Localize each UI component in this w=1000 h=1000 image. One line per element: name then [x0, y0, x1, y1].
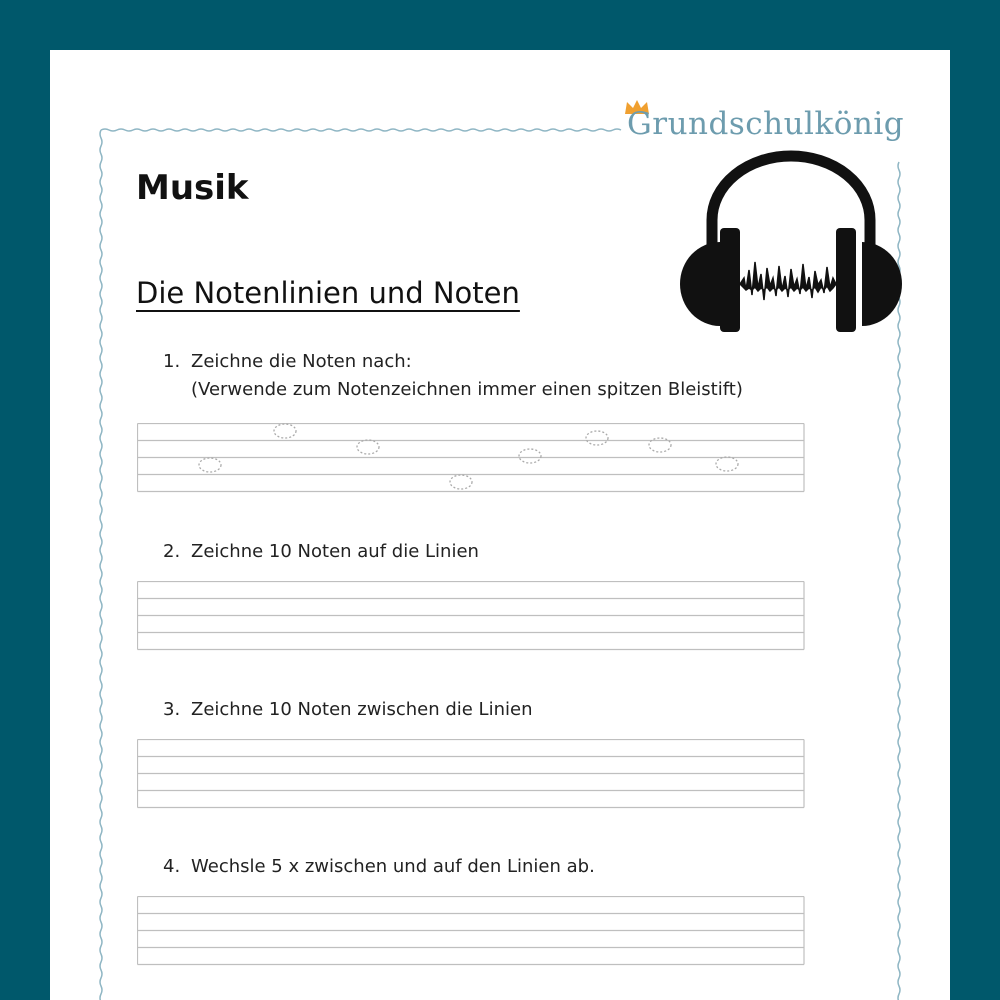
staff-4[interactable]: [137, 896, 805, 966]
staff-3[interactable]: [137, 739, 805, 809]
task-3: [163, 696, 532, 724]
task-number: 1.: [163, 351, 181, 372]
task-text: Wechsle 5 x zwischen und auf den Linien ab.: [191, 856, 595, 877]
staff-1: [137, 423, 805, 493]
tracing-note: [519, 449, 541, 463]
task-note: (Verwende zum Notenzeichnen immer einen spitzen Bleistift): [191, 379, 743, 400]
task-number: 2.: [163, 541, 181, 562]
task-number: 3.: [163, 699, 181, 720]
tracing-note: [199, 458, 221, 472]
task-text: Zeichne 10 Noten zwischen die Linien: [191, 699, 533, 720]
subject-heading: Musik: [136, 168, 249, 208]
tracing-note: [586, 431, 608, 445]
task-1: [163, 348, 743, 404]
brand-logo: Grundschulkönig: [627, 106, 905, 142]
tracing-note: [274, 424, 296, 438]
staff-2[interactable]: [137, 581, 805, 651]
worksheet-page: [50, 50, 950, 1000]
tracing-note: [716, 457, 738, 471]
tracing-note: [450, 475, 472, 489]
worksheet-title: Die Notenlinien und Noten: [136, 276, 520, 310]
task-text: Zeichne 10 Noten auf die Linien: [191, 541, 479, 562]
tracing-notes: [199, 424, 738, 489]
task-text: Zeichne die Noten nach:: [191, 351, 412, 372]
tracing-note: [357, 440, 379, 454]
task-2: [163, 538, 479, 566]
task-number: 4.: [163, 856, 181, 877]
task-4: [163, 853, 595, 881]
headphones-icon: [676, 150, 906, 340]
